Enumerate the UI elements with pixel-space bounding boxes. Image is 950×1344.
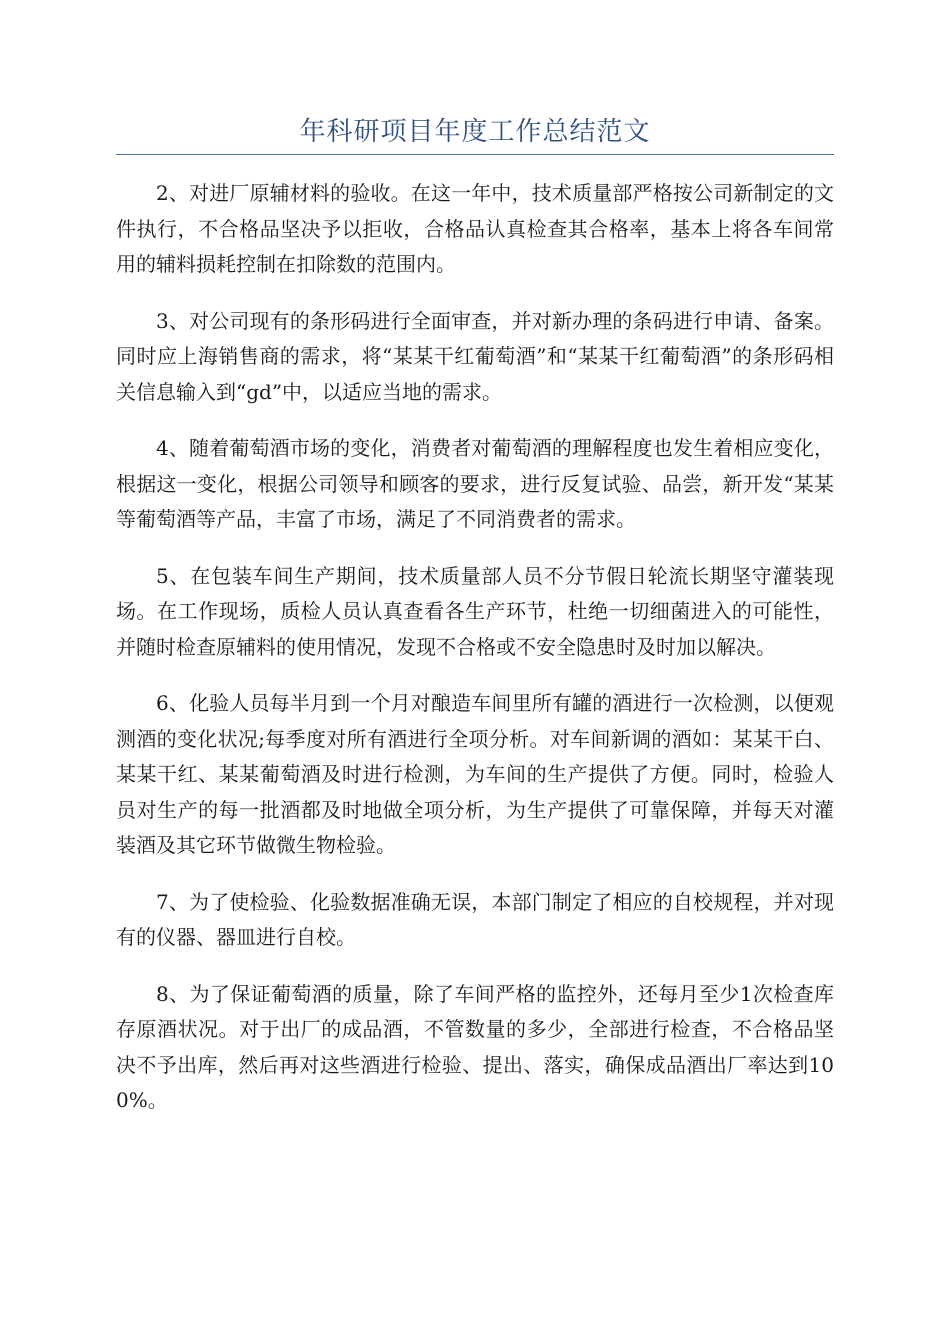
paragraph-item-2: 2、对进厂原辅材料的验收。在这一年中，技术质量部严格按公司新制定的文件执行，不合格品坚决予以拒收，合格品认真检查其合格率，基本上将各车间常用的辅料损耗控制在扣除数的范围内。 — [116, 181, 834, 276]
document-body — [116, 176, 834, 1140]
paragraph-item-6: 6、化验人员每半月到一个月对酿造车间里所有罐的酒进行一次检测，以便观测酒的变化状况;每季度对所有酒进行全项分析。对车间新调的酒如：某某干白、某某干红、某某葡萄酒及时进行检测，为车间的生产提供了方便。同时，检验人员对生产的每一批酒都及时地做全项分析，为生产提供了可靠保障，并每天对灌装酒及其它环节做微生物检验。 — [116, 691, 834, 857]
paragraph-item-7: 7、为了使检验、化验数据准确无误，本部门制定了相应的自校规程，并对现有的仪器、器皿进行自校。 — [116, 889, 834, 949]
paragraph-item-3: 3、对公司现有的条形码进行全面审查，并对新办理的条码进行申请、备案。同时应上海销售商的需求，将“某某干红葡萄酒”和“某某干红葡萄酒”的条形码相关信息输入到“gd”中，以适应当地的需求。 — [116, 308, 834, 404]
document-title: 年科研项目年度工作总结范文 — [299, 117, 651, 147]
paragraph-item-4: 4、随着葡萄酒市场的变化，消费者对葡萄酒的理解程度也发生着相应变化，根据这一变化，根据公司领导和顾客的要求，进行反复试验、品尝，新开发“某某等葡萄酒等产品，丰富了市场，满足了不同消费者的需求。 — [116, 436, 834, 531]
paragraph-item-8: 8、为了保证葡萄酒的质量，除了车间严格的监控外，还每月至少1次检查库存原酒状况。对于出厂的成品酒，不管数量的多少，全部进行检查，不合格品坚决不予出库，然后再对这些酒进行检验、提出、落实，确保成品酒出厂率达到100%。 — [116, 981, 834, 1112]
paragraph-item-5: 5、在包装车间生产期间，技术质量部人员不分节假日轮流长期坚守灌装现场。在工作现场，质检人员认真查看各生产环节，杜绝一切细菌进入的可能性，并随时检查原辅料的使用情况，发现不合格或不安全隐患时及时加以解决。 — [116, 563, 834, 659]
title-underline — [116, 154, 834, 155]
